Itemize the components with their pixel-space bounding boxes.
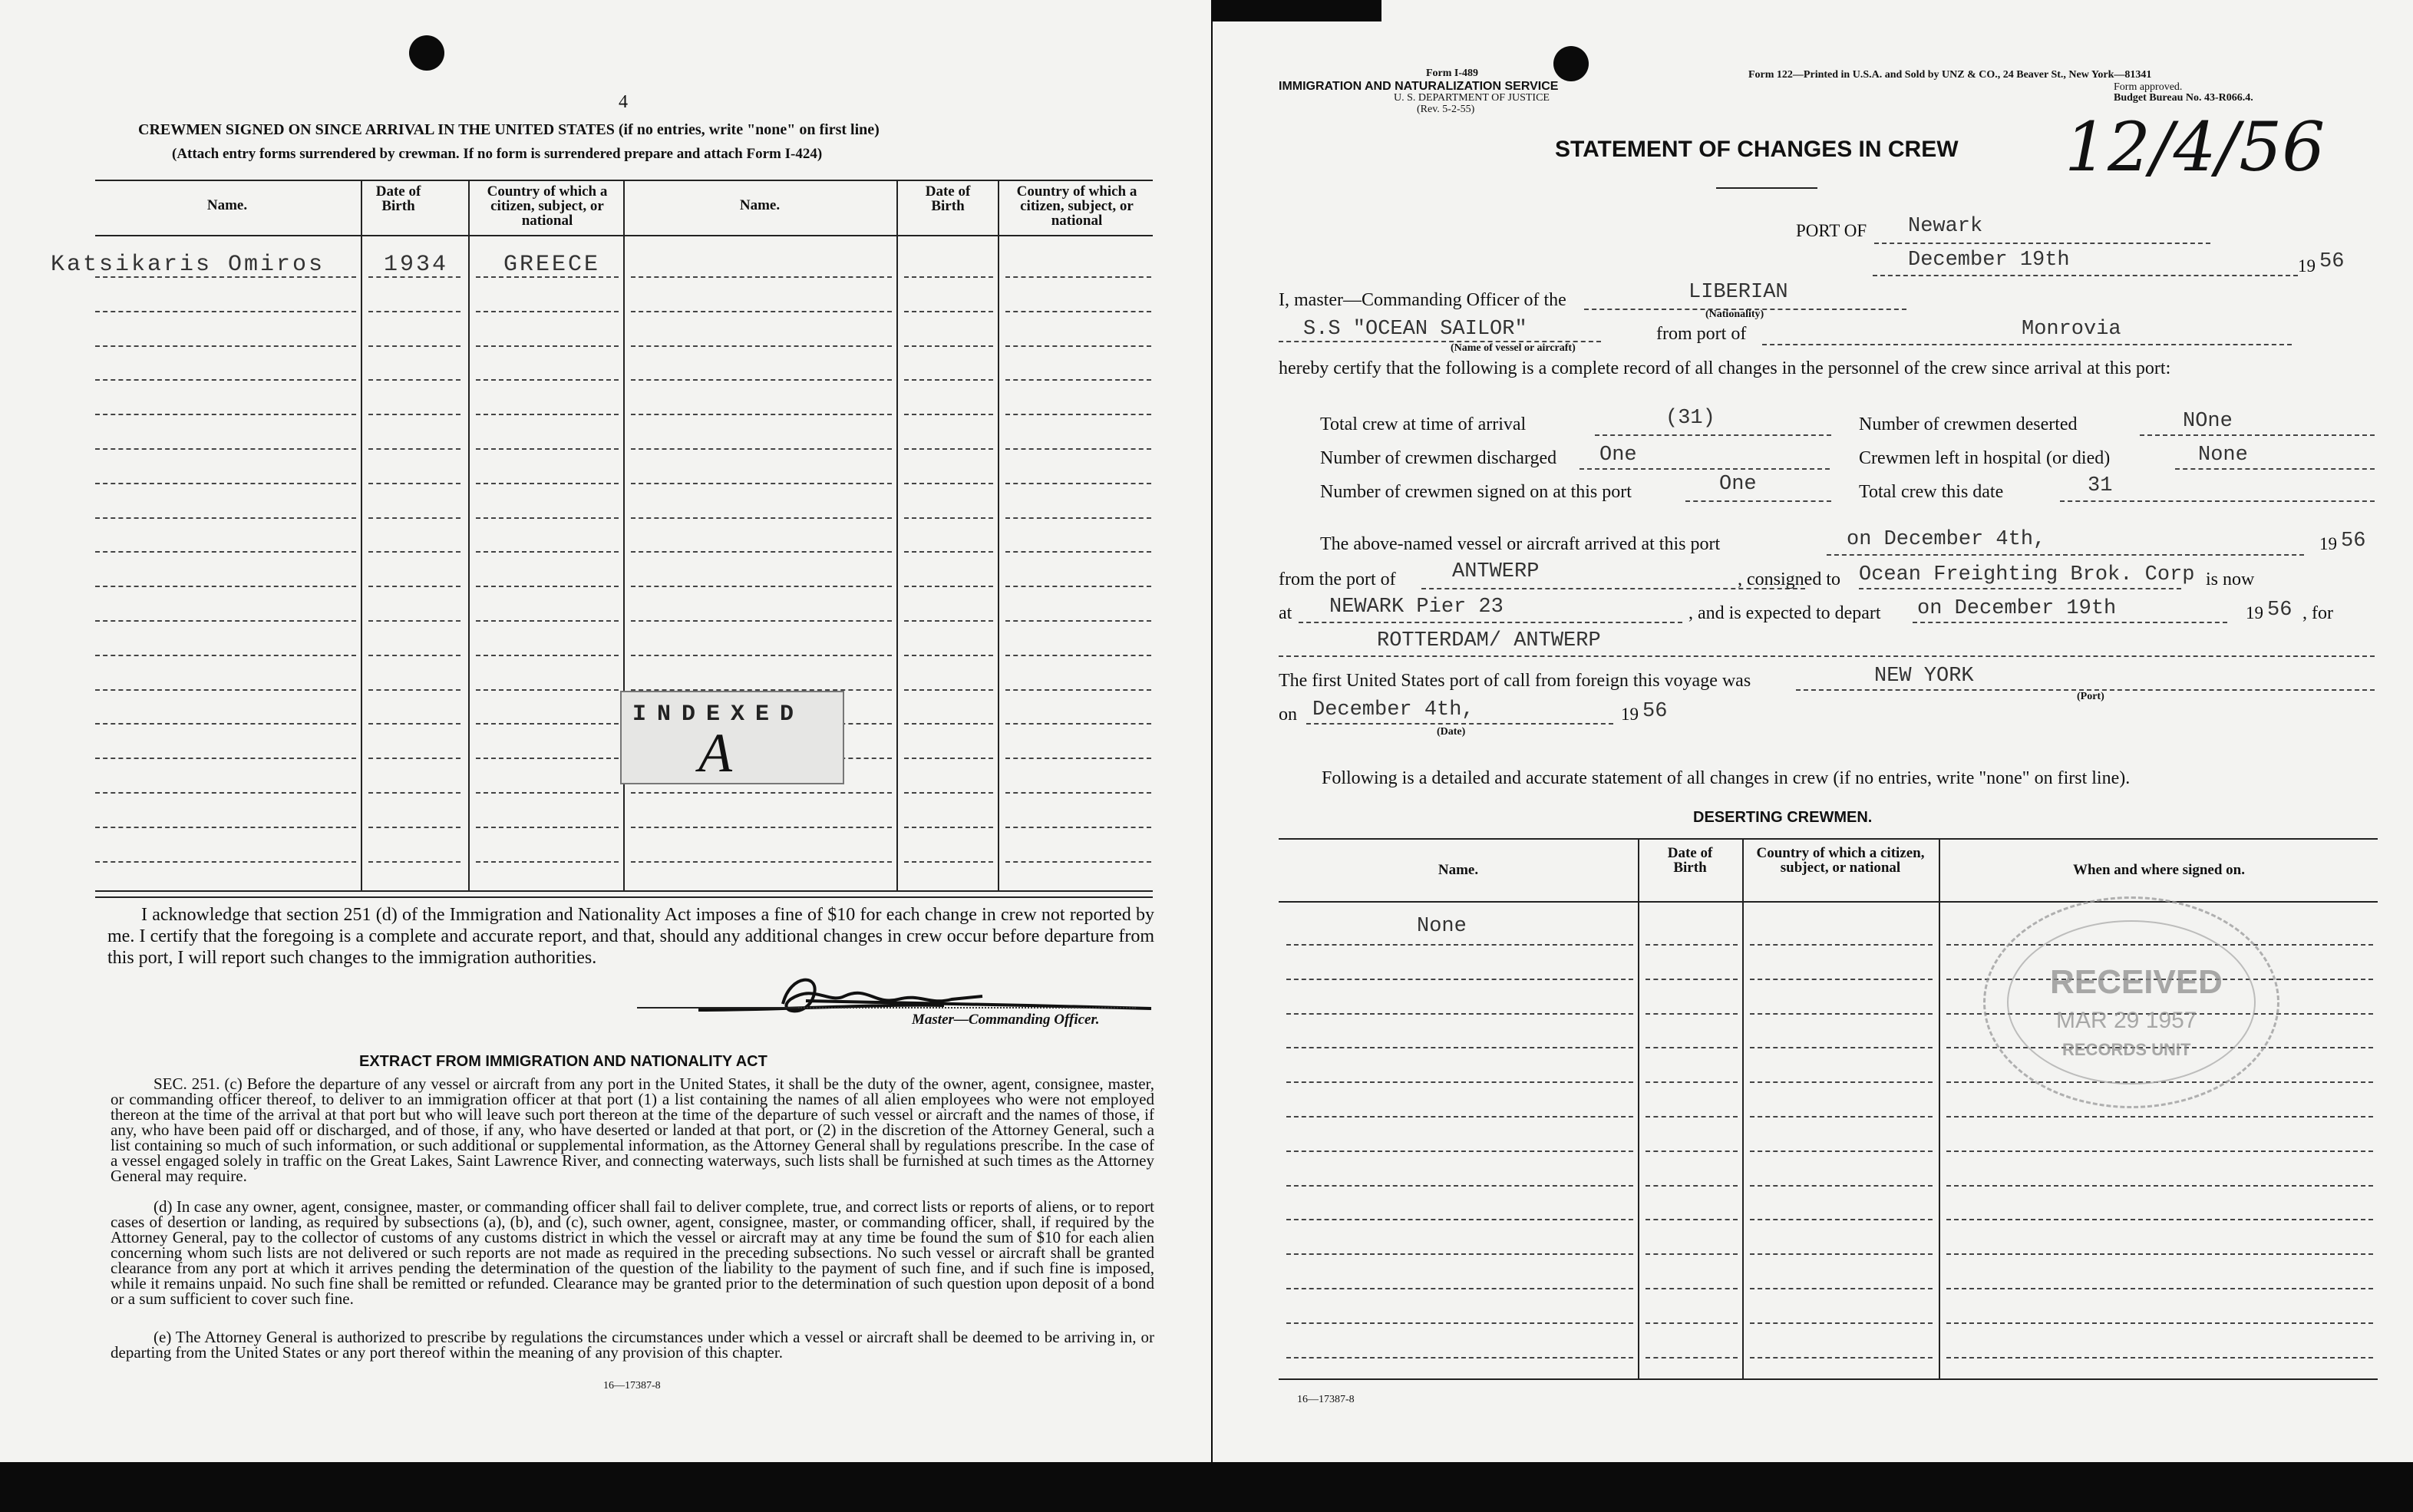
printer-line: Form 122—Printed in U.S.A. and Sold by UNZ & CO., 24 Beaver St., New York—81341 [1748, 69, 2152, 81]
ruled-line [904, 311, 993, 312]
first-date: December 4th, [1312, 698, 1474, 721]
ruled-line [95, 517, 356, 519]
discharged-value: One [1599, 444, 1637, 467]
ruled-line [1286, 1185, 1633, 1187]
ruled-line [1750, 1047, 1933, 1048]
revision: (Rev. 5-2-55) [1417, 104, 1475, 115]
ruled-line [904, 655, 993, 656]
ruled-line [368, 379, 460, 381]
left-subheading: (Attach entry forms surrendered by crewman. If no form is surrendered prepare and attach Form I-424) [172, 146, 823, 162]
ruled-line [1646, 1013, 1738, 1015]
ruled-line [1286, 1322, 1633, 1324]
ruled-line [95, 483, 356, 484]
ruled-line [95, 827, 356, 828]
ruled-line [1646, 944, 1738, 946]
ruled-line [631, 276, 892, 278]
ruled-line [476, 655, 619, 656]
ruled-line [1946, 1151, 2373, 1152]
ruled-line [95, 758, 356, 759]
received-stamp-unit: RECORDS UNIT [2062, 1040, 2191, 1059]
col-country: Country of which a citizen, subject, or national [487, 183, 608, 229]
department: U. S. DEPARTMENT OF JUSTICE [1394, 92, 1550, 104]
ruled-line [1646, 1081, 1738, 1083]
ruled-line [1005, 620, 1151, 622]
deserting-title: DESERTING CREWMEN. [1693, 809, 1873, 826]
ruled-line [476, 551, 619, 553]
ruled-line [631, 655, 892, 656]
ruled-line [1005, 689, 1151, 691]
page-number: 4 [619, 92, 628, 112]
ruled-line [1286, 1013, 1633, 1015]
ruled-line [476, 345, 619, 347]
right-footer-code: 16—17387-8 [1297, 1394, 1355, 1405]
ruled-line [95, 586, 356, 587]
form-approved: Form approved. [2114, 81, 2183, 93]
ruled-line [1750, 1357, 1933, 1358]
discharged-label: Number of crewmen discharged [1320, 448, 1557, 468]
ruled-line [368, 551, 460, 553]
from-port: Monrovia [2022, 318, 2121, 341]
deserting-col-country: Country of which a citizen, subject, or national [1756, 845, 1925, 876]
ruled-line [95, 620, 356, 622]
form-number: Form I-489 [1426, 68, 1479, 79]
ruled-line [1286, 1253, 1633, 1255]
deserting-first-entry: None [1417, 915, 1467, 938]
ruled-line [1286, 1116, 1633, 1117]
ruled-line [904, 689, 993, 691]
indexed-stamp [620, 691, 844, 784]
ruled-line [1750, 1288, 1933, 1289]
ruled-line [631, 414, 892, 415]
ruled-line [1005, 414, 1151, 415]
consigned-label: , consigned to [1738, 569, 1840, 589]
ruled-line [368, 689, 460, 691]
first-date-year-suffix: 56 [1642, 700, 1668, 723]
col-dob-2: Date of Birth [925, 183, 971, 214]
signed-on-value: One [1719, 473, 1757, 496]
from-port-of-label: from the port of [1279, 569, 1396, 589]
ruled-line [1750, 1081, 1933, 1083]
arrived-value: on December 4th, [1847, 528, 2046, 551]
ruled-line [631, 827, 892, 828]
ruled-line [631, 620, 892, 622]
ruled-line [368, 792, 460, 794]
received-stamp-date: MAR 29 1957 [2056, 1008, 2197, 1033]
from-port-of-value: ANTWERP [1452, 560, 1540, 583]
ruled-line [476, 483, 619, 484]
ruled-line [1646, 979, 1738, 980]
left-footer-code: 16—17387-8 [603, 1380, 661, 1392]
crewman-country: GREECE [503, 252, 601, 278]
ruled-line [1005, 448, 1151, 450]
ruled-line [1646, 1253, 1738, 1255]
ruled-line [1005, 827, 1151, 828]
ruled-line [95, 689, 356, 691]
ruled-line [1646, 1288, 1738, 1289]
ruled-line [476, 620, 619, 622]
nationality-caption: (Nationality) [1705, 309, 1764, 320]
extract-section-c: SEC. 251. (c) Before the departure of any vessel or aircraft from any port in the United States, it shall be the duty of the owner, agent, consignee, master, or commanding officer thereof, to deliver to an immigration officer at that port (1) a list containing the names of all alien employees who were not employed thereon at the time of the arrival at that port but who will leave such port thereon at the time of the departure of such vessel or aircraft and the names of those, if any, who have been paid off or discharged, and of those, if any, who have deserted or landed at that port, or (2) in the discretion of the Attorney General, such a list containing so much of such information, or such additional or supplemental information, as the Attorney General shall by regulations prescribe. In the case of a vessel engaged solely in traffic on the Great Lakes, Saint Lawrence River, and connecting waterways, such lists shall be furnished at such times as the Attorney General may require. [111, 1075, 1154, 1185]
col-dob: Date of Birth [375, 183, 421, 214]
ruled-line [368, 517, 460, 519]
arrived-year-prefix: 19 [2319, 534, 2337, 553]
ruled-line [476, 448, 619, 450]
deserting-col-name: Name. [1438, 862, 1479, 878]
deserting-col-when: When and where signed on. [2072, 862, 2245, 878]
ruled-line [631, 448, 892, 450]
ruled-line [631, 792, 892, 794]
total-date-label: Total crew this date [1859, 482, 2004, 502]
agency-name: IMMIGRATION AND NATURALIZATION SERVICE [1279, 80, 1559, 93]
first-date-year-prefix: 19 [1621, 705, 1639, 724]
ruled-line [1286, 1047, 1633, 1048]
received-stamp [1983, 896, 2279, 1108]
ruled-line [1646, 1047, 1738, 1048]
deserted-label: Number of crewmen deserted [1859, 414, 2078, 434]
ruled-line [631, 586, 892, 587]
ruled-line [368, 723, 460, 725]
ruled-line [1005, 861, 1151, 863]
report-date: December 19th [1908, 249, 2070, 272]
ruled-line [368, 861, 460, 863]
port-value: Newark [1908, 215, 1983, 238]
col-name-2: Name. [739, 197, 781, 213]
ruled-line [95, 723, 356, 725]
nationality: LIBERIAN [1688, 281, 1788, 304]
ruled-line [1005, 655, 1151, 656]
ruled-line [1646, 1357, 1738, 1358]
received-stamp-main: RECEIVED [2050, 963, 2223, 1001]
extract-section-e: (e) The Attorney General is authorized to prescribe by regulations the circumstances under which a vessel or aircraft shall be deemed to be arriving in, or departing from the United States or any port thereof within the meaning of any provision of this chapter. [111, 1328, 1154, 1362]
year-prefix: 19 [2298, 256, 2316, 276]
ruled-line [1646, 1185, 1738, 1187]
ruled-line [476, 827, 619, 828]
first-port-label: The first United States port of call from foreign this voyage was [1279, 671, 1751, 691]
ruled-line [1005, 586, 1151, 587]
ruled-line [1946, 1219, 2373, 1220]
ruled-line [476, 379, 619, 381]
stamp-initials: A [698, 722, 732, 784]
ruled-line [368, 827, 460, 828]
ruled-line [904, 345, 993, 347]
ruled-line [476, 758, 619, 759]
ruled-line [631, 379, 892, 381]
ruled-line [476, 861, 619, 863]
ruled-line [631, 517, 892, 519]
ruled-line [368, 655, 460, 656]
consigned-value: Ocean Freighting Brok. Corp [1859, 563, 2195, 586]
punch-hole [1553, 46, 1589, 81]
ruled-line [95, 448, 356, 450]
depart-value: on December 19th [1917, 597, 2117, 620]
ruled-line [904, 861, 993, 863]
ruled-line [631, 311, 892, 312]
ruled-line [1286, 1288, 1633, 1289]
at-value: NEWARK Pier 23 [1329, 596, 1504, 619]
ruled-line [1005, 758, 1151, 759]
ruled-line [1946, 1288, 2373, 1289]
extract-section-d: (d) In case any owner, agent, consignee, master, or commanding officer shall fail to deliver complete, true, and correct lists or reports of aliens, or to report cases of desertion or landing, as required by subsections (a), (b), and (c), such owner, agent, consignee, master, or commanding officer, shall, if required by the Attorney General, pay to the collector of customs of any customs district in which the vessel or aircraft may at any time be found the sum of $10 for each alien concerning whom such lists are not delivered or such reports are not made as required in the preceding subsections. No such vessel or aircraft shall be granted clearance from any port at which it arrives pending the determination of the question of the liability to the payment of such fine, and if such fine is imposed, while it remains unpaid. No such fine shall be remitted or refunded. Clearance may be granted prior to the determination of such question upon deposit of a bond or a sum sufficient to cover such fine. [111, 1197, 1154, 1308]
ruled-line [95, 311, 356, 312]
vessel-name: S.S "OCEAN SAILOR" [1303, 318, 1527, 341]
ruled-line [1946, 1322, 2373, 1324]
ruled-line [904, 792, 993, 794]
ruled-line [1750, 1116, 1933, 1117]
ruled-line [368, 620, 460, 622]
ruled-line [1646, 1219, 1738, 1220]
port-caption: (Port) [2077, 691, 2104, 702]
ruled-line [476, 723, 619, 725]
form-title: STATEMENT OF CHANGES IN CREW [1555, 137, 1959, 162]
ruled-line [1005, 483, 1151, 484]
ruled-line [368, 448, 460, 450]
ruled-line [1750, 944, 1933, 946]
ruled-line [1005, 792, 1151, 794]
ruled-line [476, 414, 619, 415]
ruled-line [1750, 979, 1933, 980]
ruled-line [476, 586, 619, 587]
ruled-line [1750, 1013, 1933, 1015]
ruled-line [904, 586, 993, 587]
ruled-line [476, 517, 619, 519]
hospital-value: None [2198, 444, 2248, 467]
ruled-line [1750, 1322, 1933, 1324]
deserting-col-dob: Date of Birth [1667, 845, 1713, 876]
indexed-stamp-text: INDEXED [632, 702, 805, 728]
is-now: is now [2206, 569, 2255, 589]
hospital-label: Crewmen left in hospital (or died) [1859, 448, 2111, 468]
ruled-line [1005, 517, 1151, 519]
ruled-line [1646, 1151, 1738, 1152]
deserted-value: NOne [2183, 410, 2233, 433]
depart-label: , and is expected to depart [1688, 603, 1881, 623]
at-label: at [1279, 603, 1292, 623]
ruled-line [95, 655, 356, 656]
arrived-label: The above-named vessel or aircraft arrived at this port [1320, 534, 1721, 554]
signed-on-label: Number of crewmen signed on at this port [1320, 482, 1632, 502]
ruled-line [1005, 551, 1151, 553]
ruled-line [1005, 311, 1151, 312]
ruled-line [1286, 1357, 1633, 1358]
ruled-line [1646, 1322, 1738, 1324]
total-date-value: 31 [2088, 474, 2113, 497]
ruled-line [1005, 379, 1151, 381]
ruled-line [1286, 1151, 1633, 1152]
ruled-line [1750, 1185, 1933, 1187]
crewman-dob: 1934 [384, 252, 449, 278]
left-heading: CREWMEN SIGNED ON SINCE ARRIVAL IN THE UNITED STATES (if no entries, write "none" on first line) [138, 121, 880, 138]
ruled-line [1005, 276, 1151, 278]
on-label: on [1279, 705, 1297, 725]
ruled-line [476, 792, 619, 794]
ruled-line [1946, 1253, 2373, 1255]
ruled-line [904, 551, 993, 553]
depart-year-suffix: 56 [2267, 599, 2293, 622]
ruled-line [904, 620, 993, 622]
port-label: PORT OF [1796, 221, 1867, 240]
vessel-caption: (Name of vessel or aircraft) [1451, 342, 1576, 354]
ruled-line [368, 311, 460, 312]
punch-hole [409, 35, 444, 71]
ruled-line [95, 551, 356, 553]
ruled-line [1946, 1357, 2373, 1358]
crewman-name: Katsikaris Omiros [51, 252, 325, 278]
ruled-line [1005, 723, 1151, 725]
acknowledgment: I acknowledge that section 251 (d) of the Immigration and Nationality Act imposes a fine of $10 for each change in crew not reported by me. I certify that the foregoing is a complete and accurate report, and that, should any additional changes in crew occur before departure from this port, I will report such changes to the immigration authorities. [107, 905, 1154, 968]
year-suffix: 56 [2319, 250, 2345, 273]
destination: ROTTERDAM/ ANTWERP [1377, 629, 1601, 652]
ruled-line [476, 311, 619, 312]
first-port-value: NEW YORK [1874, 665, 1974, 688]
ruled-line [95, 345, 356, 347]
col-country-2: Country of which a citizen, subject, or national [1016, 183, 1137, 229]
ruled-line [1286, 1081, 1633, 1083]
col-name: Name. [206, 197, 248, 213]
ruled-line [904, 723, 993, 725]
total-crew-value: (31) [1665, 407, 1715, 430]
ruled-line [904, 414, 993, 415]
signature-caption: Master—Commanding Officer. [912, 1012, 1100, 1028]
ruled-line [904, 448, 993, 450]
master-prefix: I, master—Commanding Officer of the [1279, 290, 1566, 310]
ruled-line [904, 379, 993, 381]
ruled-line [904, 827, 993, 828]
ruled-line [1750, 1219, 1933, 1220]
ruled-line [631, 345, 892, 347]
ruled-line [368, 483, 460, 484]
ruled-line [368, 345, 460, 347]
ruled-line [1646, 1116, 1738, 1117]
ruled-line [368, 758, 460, 759]
certify-text: hereby certify that the following is a complete record of all changes in the personnel of the crew since arrival at this port: [1279, 358, 2171, 378]
budget-number: Budget Bureau No. 43-R066.4. [2114, 92, 2253, 104]
handwritten-date: 12/4/56 [2065, 107, 2326, 187]
ruled-line [1005, 345, 1151, 347]
date-caption: (Date) [1437, 726, 1466, 738]
ruled-line [95, 861, 356, 863]
for-label: , for [2302, 603, 2333, 623]
ruled-line [95, 414, 356, 415]
total-crew-label: Total crew at time of arrival [1320, 414, 1527, 434]
right-page [1213, 0, 2413, 1462]
arrived-year-suffix: 56 [2341, 530, 2366, 553]
ruled-line [1286, 979, 1633, 980]
ruled-line [904, 758, 993, 759]
ruled-line [368, 586, 460, 587]
ruled-line [368, 414, 460, 415]
ruled-line [1946, 1116, 2373, 1117]
ruled-line [1750, 1151, 1933, 1152]
ruled-line [1946, 1185, 2373, 1187]
ruled-line [1750, 1253, 1933, 1255]
from-port-label: from port of [1656, 324, 1747, 344]
following-text: Following is a detailed and accurate statement of all changes in crew (if no entries, write "none" on first line). [1322, 768, 2131, 788]
ruled-line [631, 551, 892, 553]
ruled-line [631, 483, 892, 484]
ruled-line [95, 792, 356, 794]
ruled-line [904, 517, 993, 519]
ruled-line [904, 276, 993, 278]
ruled-line [476, 689, 619, 691]
extract-title: EXTRACT FROM IMMIGRATION AND NATIONALITY ACT [359, 1053, 767, 1070]
ruled-line [904, 483, 993, 484]
ruled-line [631, 861, 892, 863]
depart-year-prefix: 19 [2246, 603, 2263, 622]
left-page [0, 0, 1211, 1462]
ruled-line [1286, 1219, 1633, 1220]
ruled-line [1286, 944, 1633, 946]
ruled-line [95, 379, 356, 381]
